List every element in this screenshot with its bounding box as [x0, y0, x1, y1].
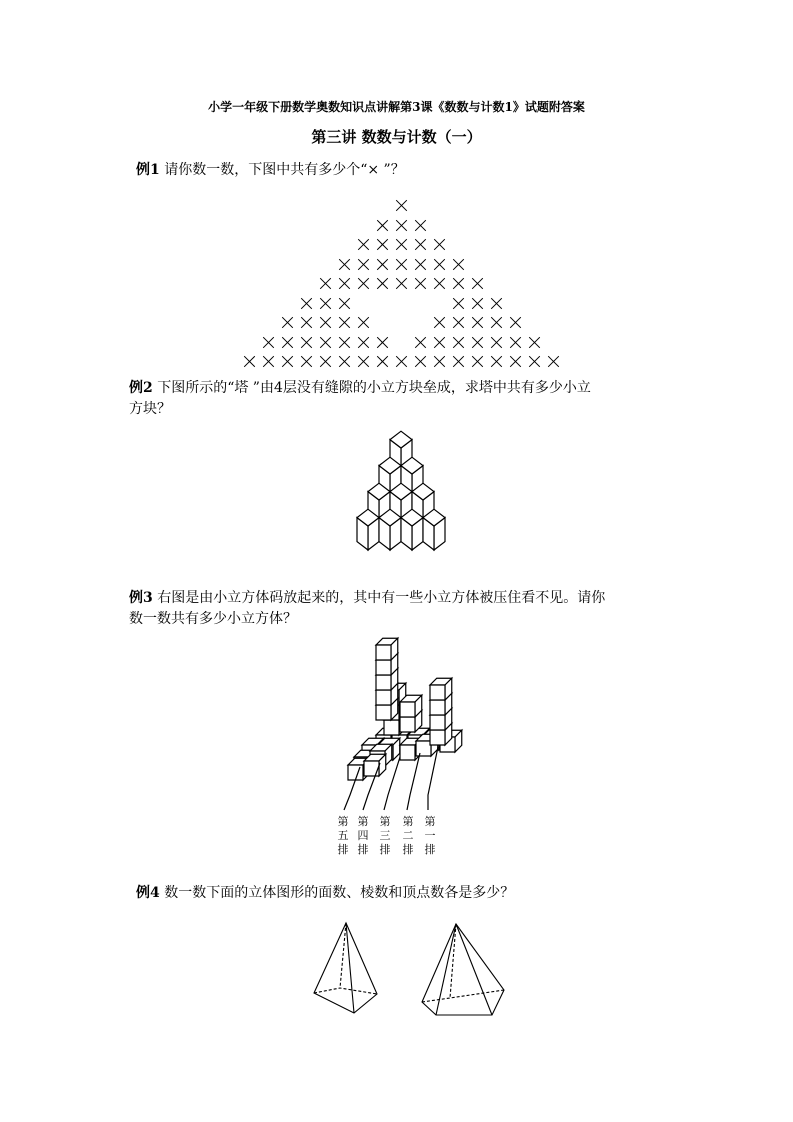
example-4: [136, 883, 514, 904]
stacked-cubes-figure: [340, 645, 470, 815]
x-mark: [297, 313, 316, 332]
x-mark: [506, 352, 525, 371]
pentagonal-pyramid-figure: [420, 920, 510, 1018]
x-mark: [335, 333, 354, 352]
x-mark: [354, 352, 373, 371]
x-mark: [335, 352, 354, 371]
x-mark: [335, 313, 354, 332]
x-mark: [449, 274, 468, 293]
x-mark: [411, 274, 430, 293]
cube-tower-figure: [354, 434, 449, 560]
x-mark: [430, 313, 449, 332]
x-mark: [487, 294, 506, 313]
x-mark: [449, 294, 468, 313]
example-3-text-cont: 数一数共有多少小立方体？: [129, 611, 297, 627]
row-label-1: 第 一 排: [424, 815, 436, 856]
row-label-2: 第 二 排: [402, 815, 414, 856]
x-mark: [392, 352, 411, 371]
x-mark: [525, 352, 544, 371]
x-mark: [373, 352, 392, 371]
example-1: [136, 160, 405, 181]
x-mark-row: [240, 196, 570, 215]
x-mark: [430, 352, 449, 371]
x-mark: [430, 333, 449, 352]
x-mark: [468, 313, 487, 332]
x-mark: [335, 274, 354, 293]
x-mark: [468, 333, 487, 352]
example-2-label: 例2: [129, 380, 153, 396]
example-3-label: 例3: [129, 590, 153, 606]
x-mark: [449, 333, 468, 352]
row-labels: [336, 815, 446, 861]
x-mark-row: [240, 216, 570, 235]
x-mark: [373, 216, 392, 235]
x-mark: [449, 352, 468, 371]
x-mark-row: [240, 294, 570, 313]
x-mark: [335, 255, 354, 274]
x-mark: [392, 216, 411, 235]
x-mark: [354, 235, 373, 254]
x-mark: [278, 352, 297, 371]
x-mark: [468, 274, 487, 293]
x-mark: [487, 352, 506, 371]
row-label-4: 第 四 排: [357, 815, 369, 856]
x-mark: [278, 333, 297, 352]
x-mark: [297, 352, 316, 371]
x-mark: [259, 352, 278, 371]
x-mark: [544, 352, 563, 371]
x-mark: [373, 333, 392, 352]
x-mark: [468, 294, 487, 313]
x-mark-row: [240, 255, 570, 274]
x-mark: [411, 352, 430, 371]
x-mark: [354, 255, 373, 274]
x-mark: [316, 274, 335, 293]
x-mark: [487, 333, 506, 352]
x-mark: [316, 313, 335, 332]
x-mark: [430, 255, 449, 274]
x-mark: [411, 235, 430, 254]
x-mark: [259, 333, 278, 352]
example-3-text: 右图是由小立方体码放起来的，其中有一些小立方体被压住看不见。请你: [152, 590, 606, 606]
x-mark: [373, 274, 392, 293]
x-mark-row: [240, 235, 570, 254]
x-mark: [430, 274, 449, 293]
x-mark: [240, 352, 259, 371]
x-mark: [373, 235, 392, 254]
x-mark: [316, 352, 335, 371]
x-mark-row: [240, 313, 570, 332]
x-mark: [392, 196, 411, 215]
x-mark: [468, 352, 487, 371]
quadrilateral-pyramid-figure: [312, 920, 402, 1018]
example-2: [129, 378, 669, 420]
example-3: [129, 588, 662, 630]
x-mark: [354, 274, 373, 293]
x-mark: [373, 255, 392, 274]
x-mark: [525, 333, 544, 352]
x-mark: [335, 294, 354, 313]
x-mark-pattern: [240, 196, 570, 366]
x-mark: [316, 294, 335, 313]
x-mark: [392, 255, 411, 274]
x-mark-row: [240, 352, 570, 371]
row-label-3: 第 三 排: [379, 815, 391, 856]
x-mark: [354, 333, 373, 352]
x-mark: [392, 235, 411, 254]
example-4-label: 例4: [136, 885, 160, 901]
example-4-text: 数一数下面的立体图形的面数、棱数和顶点数各是多少？: [159, 885, 515, 901]
x-mark: [430, 235, 449, 254]
row-label-5: 第 五 排: [337, 815, 349, 856]
x-mark: [297, 333, 316, 352]
x-mark: [278, 313, 297, 332]
x-mark: [449, 255, 468, 274]
x-mark: [449, 313, 468, 332]
x-mark-row: [240, 333, 570, 352]
x-mark-row: [240, 274, 570, 293]
x-mark: [411, 333, 430, 352]
example-2-text-cont: 方块？: [129, 401, 171, 417]
example-1-label: 例1: [136, 162, 160, 178]
x-mark: [354, 313, 373, 332]
example-2-text: 下图所示的“塔 ”由4层没有缝隙的小立方块垒成，求塔中共有多少小立: [152, 380, 591, 396]
document-header: 小学一年级下册数学奥数知识点讲解第3课《数数与计数1》试题附答案: [208, 100, 585, 114]
x-mark: [506, 313, 525, 332]
x-mark: [411, 216, 430, 235]
x-mark: [487, 313, 506, 332]
x-mark: [297, 294, 316, 313]
x-mark: [506, 333, 525, 352]
x-mark: [392, 274, 411, 293]
x-mark: [316, 333, 335, 352]
lecture-title: 第三讲 数数与计数（一）: [311, 128, 482, 146]
x-mark: [411, 255, 430, 274]
example-1-text: 请你数一数，下图中共有多少个“× ”？: [159, 162, 405, 178]
